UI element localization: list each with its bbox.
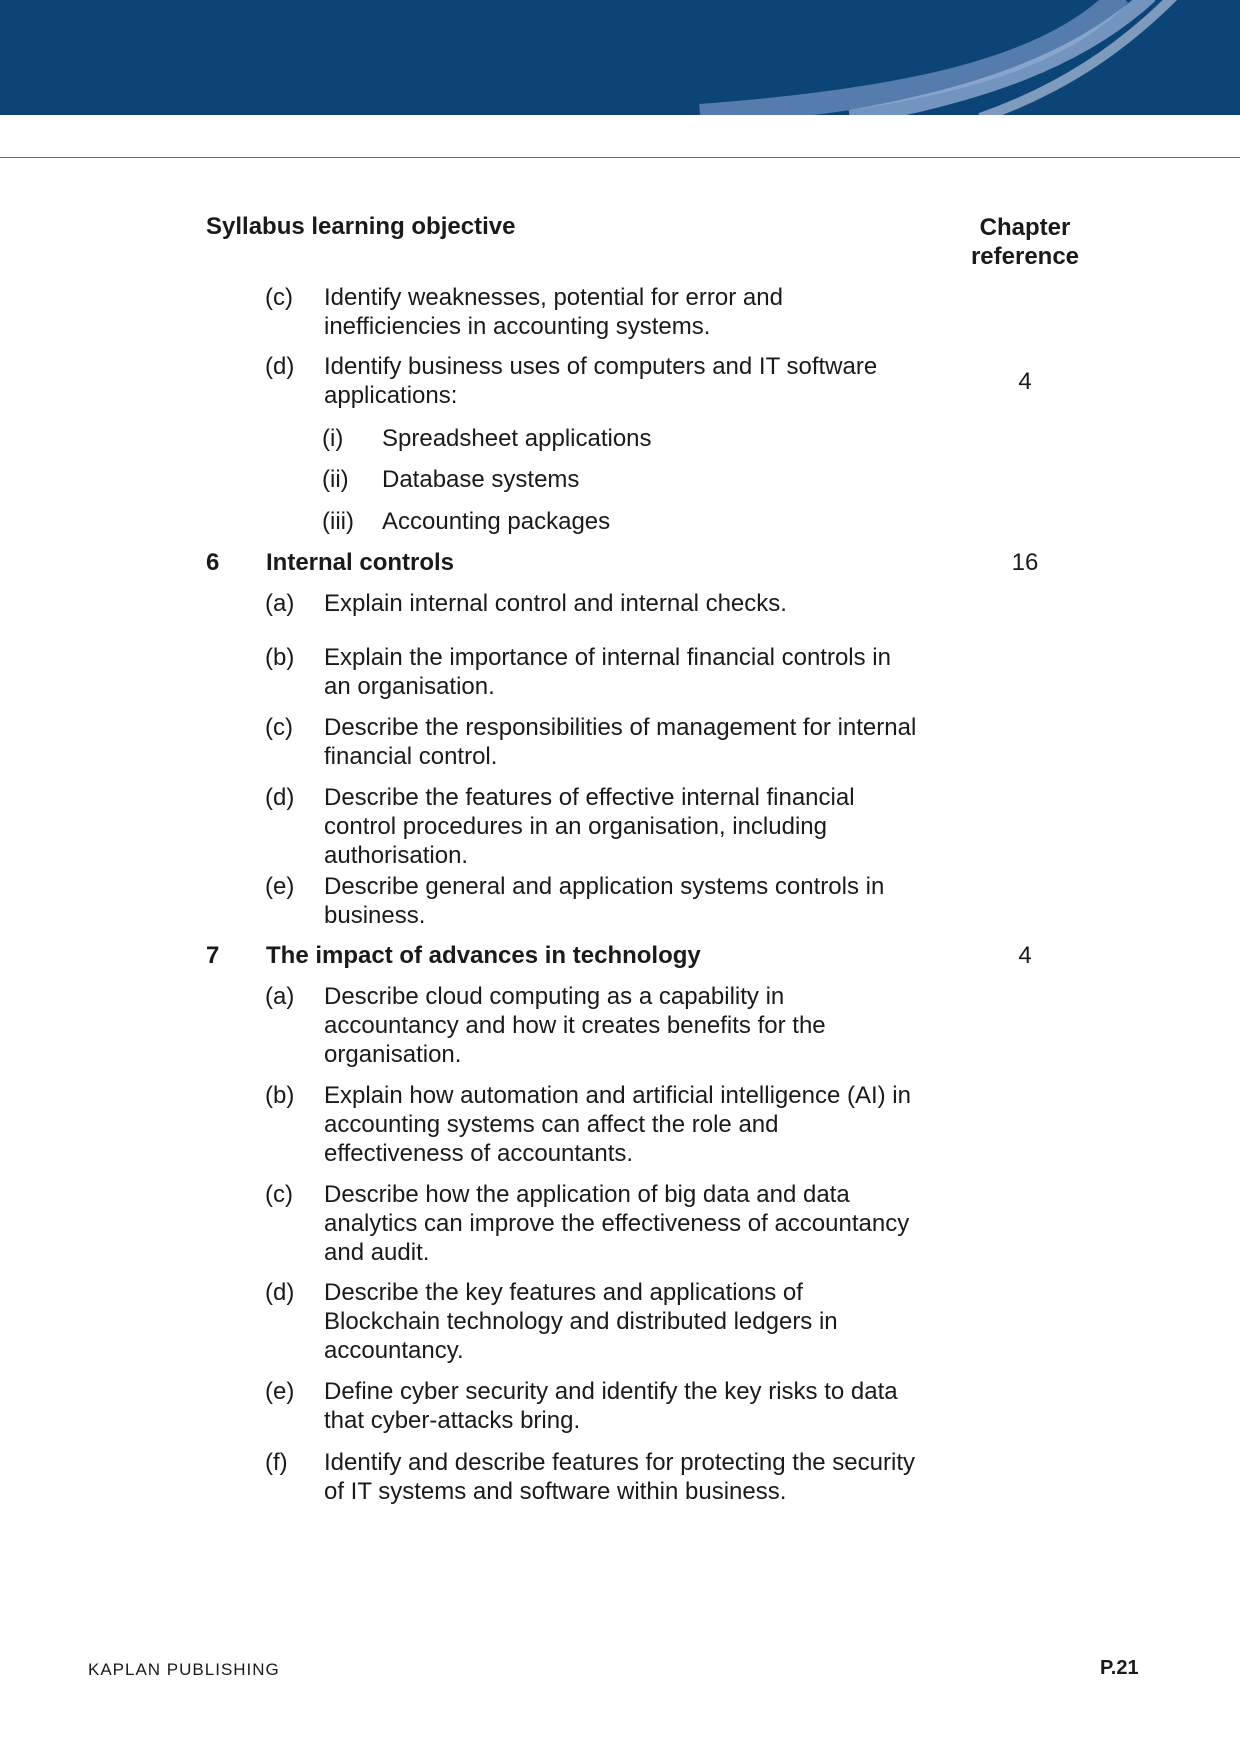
- item-text-line: effectiveness of accountants.: [324, 1140, 634, 1167]
- item-text-line: Define cyber security and identify the key risks to data: [324, 1378, 898, 1405]
- reference-column-heading: [940, 213, 1110, 271]
- item-text-line: Identify business uses of computers and IT software: [324, 353, 878, 380]
- item-text: [324, 283, 783, 341]
- chapter-reference: 16: [1011, 549, 1039, 576]
- objective-column-heading: Syllabus learning objective: [206, 213, 516, 240]
- item-text-line: Explain internal control and internal checks.: [324, 590, 787, 617]
- item-text-line: accounting systems can affect the role and: [324, 1111, 779, 1138]
- item-label: (b): [265, 1082, 295, 1109]
- item-text: [324, 1180, 909, 1267]
- item-label: (i): [322, 425, 344, 452]
- item-label: (d): [265, 784, 295, 811]
- item-text-line: financial control.: [324, 743, 498, 770]
- item-label: (d): [265, 1279, 295, 1306]
- item-label: (iii): [322, 508, 354, 535]
- item-text-line: The impact of advances in technology: [266, 942, 701, 969]
- item-text-line: Accounting packages: [382, 508, 611, 535]
- item-label: (c): [265, 1181, 293, 1208]
- item-text: [324, 783, 855, 870]
- item-text: [324, 1278, 838, 1365]
- item-text-line: business.: [324, 902, 426, 929]
- item-text-line: Explain the importance of internal financial controls in: [324, 644, 891, 671]
- item-text-line: Describe cloud computing as a capability in: [324, 983, 785, 1010]
- item-label: (f): [265, 1449, 288, 1476]
- item-text: [324, 589, 787, 618]
- item-text: [266, 548, 454, 577]
- item-text-line: authorisation.: [324, 842, 469, 869]
- item-text-line: Describe the responsibilities of management for internal: [324, 714, 917, 741]
- item-text-line: Blockchain technology and distributed ledgers in: [324, 1308, 838, 1335]
- item-text: [324, 1081, 911, 1168]
- item-label: (d): [265, 353, 295, 380]
- item-text-line: Describe how the application of big data and data: [324, 1181, 850, 1208]
- page-number: P.21: [1100, 1657, 1139, 1679]
- item-label: (c): [265, 284, 293, 311]
- item-text-line: analytics can improve the effectiveness of accountancy: [324, 1210, 910, 1237]
- item-text-line: control procedures in an organisation, including: [324, 813, 827, 840]
- item-label: (e): [265, 1378, 295, 1405]
- item-label: (b): [265, 644, 295, 671]
- header-rule: [0, 157, 1240, 158]
- chapter-reference: 4: [1018, 942, 1032, 969]
- item-text-line: Describe general and application systems controls in: [324, 873, 885, 900]
- item-text-line: that cyber-attacks bring.: [324, 1407, 581, 1434]
- item-text-line: Internal controls: [266, 549, 455, 576]
- item-text-line: Describe the key features and applications of: [324, 1279, 803, 1306]
- item-text: [324, 1377, 898, 1435]
- item-label: (e): [265, 873, 295, 900]
- header-banner: [0, 0, 1240, 115]
- item-text: [382, 465, 579, 494]
- item-text-line: Identify and describe features for protecting the security: [324, 1449, 915, 1476]
- chapter-reference: 4: [1018, 368, 1032, 395]
- item-text-line: applications:: [324, 382, 458, 409]
- reference-heading-line: Chapter: [979, 214, 1071, 241]
- item-label: 6: [206, 549, 220, 576]
- item-text-line: Spreadsheet applications: [382, 425, 652, 452]
- item-text: [324, 982, 826, 1069]
- item-text-line: and audit.: [324, 1239, 430, 1266]
- item-text-line: Identify weaknesses, potential for error and: [324, 284, 783, 311]
- banner-swoosh-graphic: [0, 0, 1240, 115]
- item-text-line: an organisation.: [324, 673, 495, 700]
- item-text: [324, 872, 884, 930]
- item-label: (a): [265, 590, 295, 617]
- item-text-line: Database systems: [382, 466, 580, 493]
- item-text: [324, 643, 891, 701]
- item-text-line: of IT systems and software within business.: [324, 1478, 787, 1505]
- item-text-line: inefficiencies in accounting systems.: [324, 313, 711, 340]
- item-label: (ii): [322, 466, 349, 493]
- item-text: [324, 1448, 915, 1506]
- item-label: (a): [265, 983, 295, 1010]
- item-text-line: organisation.: [324, 1041, 462, 1068]
- item-text: [324, 713, 916, 771]
- item-label: (c): [265, 714, 293, 741]
- reference-heading-line: reference: [970, 243, 1080, 270]
- item-text: [382, 507, 610, 536]
- item-text-line: accountancy.: [324, 1337, 464, 1364]
- item-label: 7: [206, 942, 220, 969]
- item-text: [266, 941, 701, 970]
- item-text: [324, 352, 877, 410]
- publisher-footer: KAPLAN PUBLISHING: [88, 1660, 280, 1679]
- item-text: [382, 424, 652, 453]
- item-text-line: Describe the features of effective internal financial: [324, 784, 855, 811]
- item-text-line: accountancy and how it creates benefits for the: [324, 1012, 826, 1039]
- item-text-line: Explain how automation and artificial intelligence (AI) in: [324, 1082, 911, 1109]
